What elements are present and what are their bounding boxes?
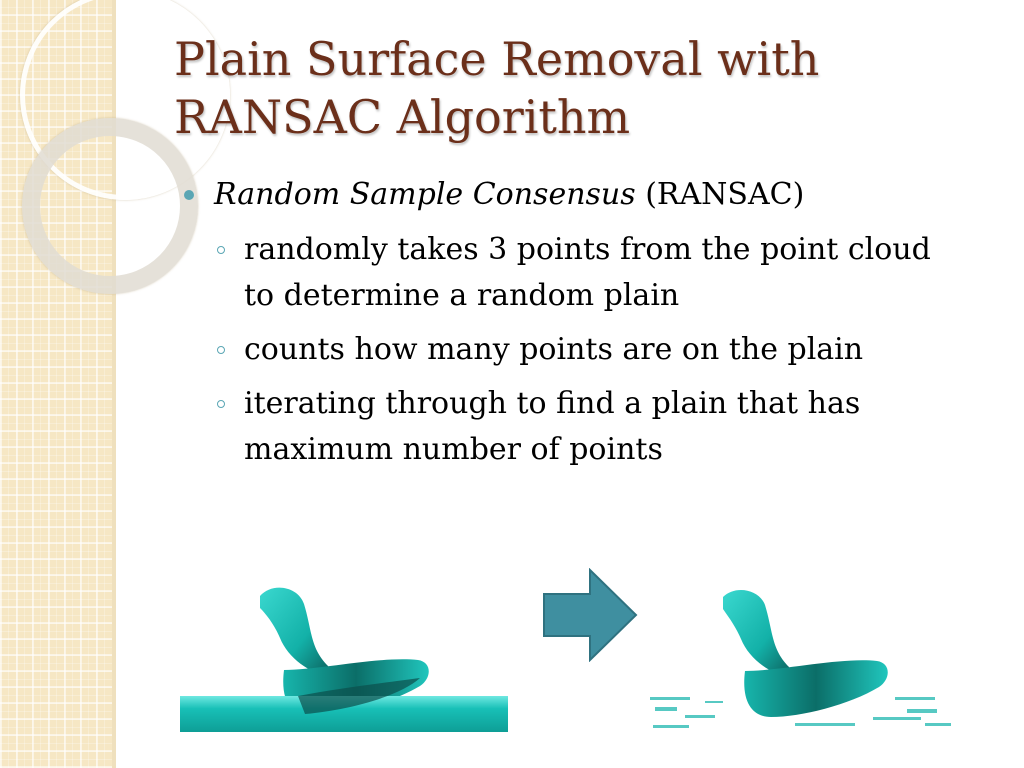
sub-bullet-text: randomly takes 3 points from the point cloud to determine a random plain <box>244 232 931 313</box>
sub-bullet-marker <box>217 246 225 254</box>
bullet-abbrev: (RANSAC) <box>645 177 805 212</box>
sub-bullet-text: counts how many points are on the plain <box>244 332 864 367</box>
sub-bullet-text: iterating through to find a plain that has maximum number of points <box>244 386 861 467</box>
sub-bullet-item <box>184 381 964 473</box>
bullet-list <box>184 175 984 481</box>
bullet-marker <box>184 190 194 200</box>
bullet-item <box>184 175 984 215</box>
point-cloud-with-plane-image <box>180 578 510 738</box>
bullet-term: Random Sample Consensus <box>214 177 636 212</box>
right-arrow-icon <box>542 568 638 662</box>
slide-title: Plain Surface Removal with RANSAC Algorithm <box>174 32 820 144</box>
sub-bullet-item <box>184 327 964 373</box>
sub-bullet-item <box>184 227 964 319</box>
decorative-ring <box>22 118 198 294</box>
sub-bullet-marker <box>217 346 225 354</box>
point-cloud-plane-removed-image <box>645 585 960 735</box>
sub-bullet-list <box>184 227 984 473</box>
sub-bullet-marker <box>217 400 225 408</box>
